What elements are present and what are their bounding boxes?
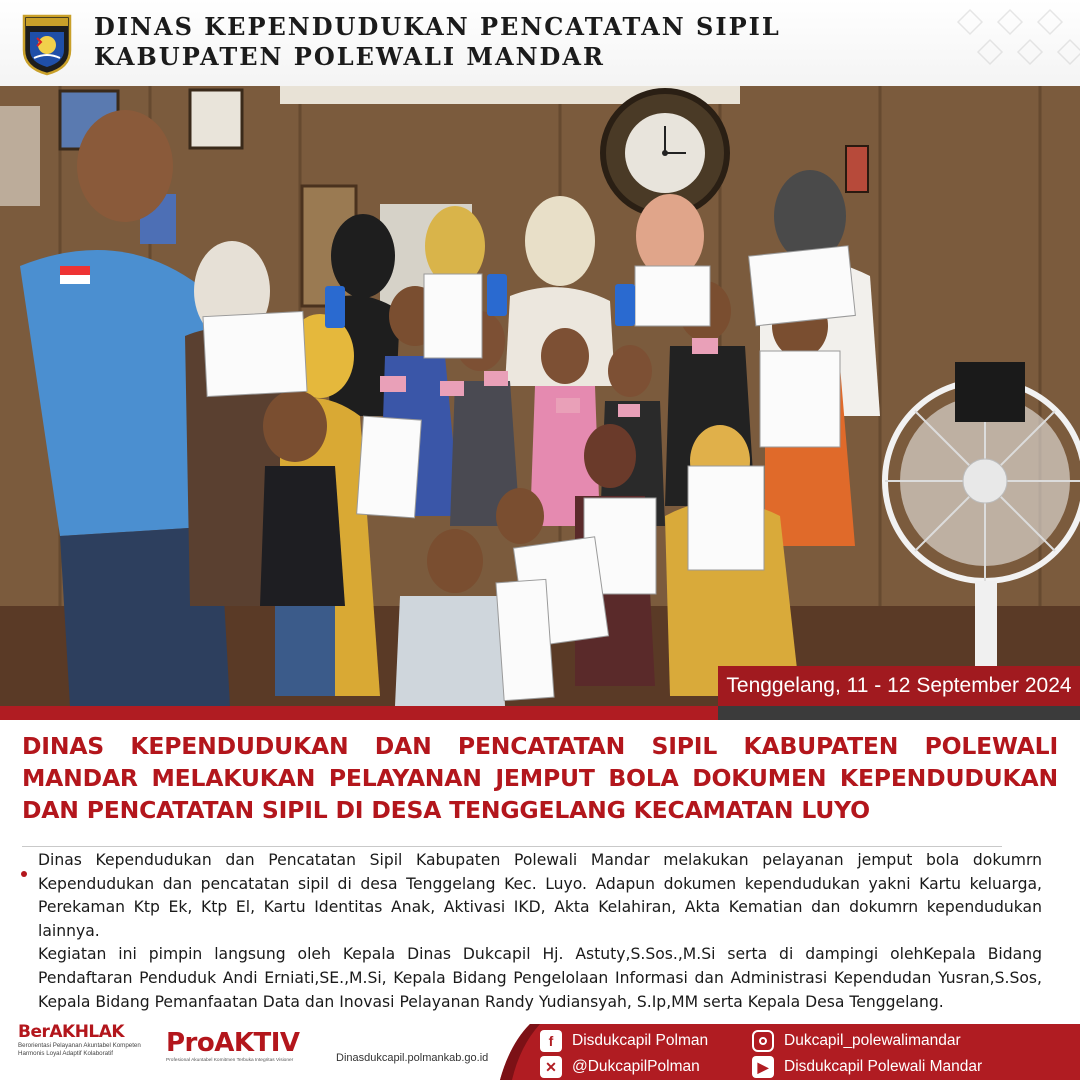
headline-divider — [22, 846, 1002, 847]
header-title-line-1: DINAS KEPENDUDUKAN PENCATATAN SIPIL — [94, 12, 781, 41]
article-headline: DINAS KEPENDUDUKAN DAN PENCATATAN SIPIL KABUPATEN POLEWALI MANDAR MELAKUKAN PELAYANAN JEMPUT BOLA DOKUMEN KEPENDUDUKAN DAN PENCATATAN SIPIL DI DESA TENGGELANG KECAMATAN LUYO — [22, 732, 1058, 824]
x-handle: @DukcapilPolman — [572, 1058, 700, 1075]
proaktiv-wordmark: ProAKTIV — [166, 1028, 300, 1058]
header-title-line-2: KABUPATEN POLEWALI MANDAR — [94, 42, 605, 71]
x-link[interactable] — [540, 1056, 700, 1078]
regional-crest-icon — [20, 12, 74, 76]
berakhlak-logo — [18, 1022, 158, 1074]
instagram-link[interactable] — [752, 1030, 961, 1052]
berakhlak-tagline-2: Harmonis Loyal Adaptif Kolaboratif — [18, 1050, 113, 1057]
bullet-dot-icon — [21, 871, 27, 877]
x-icon: ✕ — [540, 1056, 562, 1078]
berakhlak-wordmark: BerAKHLAK — [18, 1022, 125, 1042]
youtube-handle: Disdukcapil Polewali Mandar — [784, 1058, 983, 1075]
proaktiv-tagline: Profesional Akuntabel Komitmen Terbuka Integritas Visioner — [166, 1058, 294, 1063]
youtube-icon: ▶ — [752, 1056, 774, 1078]
youtube-link[interactable] — [752, 1056, 982, 1078]
page-header — [0, 0, 1080, 86]
article-paragraph-1: Dinas Kependudukan dan Pencatatan Sipil Kabupaten Polewali Mandar melakukan pelayanan jemput bola dokumrn Kependudukan dan pencatatan sipil di desa Tenggelang Kec. Luyo. Adapun dokumen kependudukan yakni Kartu keluarga, Perekaman Ktp Ek, Ktp El, Kartu Identitas Anak, Aktivasi IKD, Akta Kelahiran, Akta Kematian dan dokumrn kependudukan lainnya. — [38, 851, 1042, 940]
instagram-icon — [752, 1030, 774, 1052]
facebook-handle: Disdukcapil Polman — [572, 1032, 709, 1049]
event-date-caption: Tenggelang, 11 - 12 September 2024 — [718, 666, 1080, 706]
group-photo-illustration — [0, 86, 1080, 706]
article-body — [38, 849, 1042, 1014]
red-divider-band — [0, 706, 718, 720]
berakhlak-tagline-1: Berorientasi Pelayanan Akuntabel Kompeten — [18, 1042, 141, 1049]
article-paragraph-2: Kegiatan ini pimpin langsung oleh Kepala Dinas Dukcapil Hj. Astuty,S.Sos.,M.Si serta di dampingi olehKepala Bidang Pendaftaran Penduduk Andi Erniati,SE.,M.Si, Kepala Bidang Pengelolaan Informasi dan Administrasi Kependudan Yusran,S.Sos, Kepala Bidang Pemanfaatan Data dan Inovasi Pelayanan Randy Yudiansyah, S.Ip,MM serta Kepala Desa Tenggelang. — [38, 945, 1042, 1011]
proaktiv-logo — [166, 1028, 326, 1074]
dark-divider-band — [718, 706, 1080, 720]
event-photo — [0, 86, 1080, 706]
instagram-handle: Dukcapil_polewalimandar — [784, 1032, 961, 1049]
facebook-icon: f — [540, 1030, 562, 1052]
website-link[interactable]: Dinasdukcapil.polmankab.go.id — [336, 1052, 489, 1064]
facebook-link[interactable] — [540, 1030, 708, 1052]
header-pattern-decoration — [820, 0, 1080, 86]
